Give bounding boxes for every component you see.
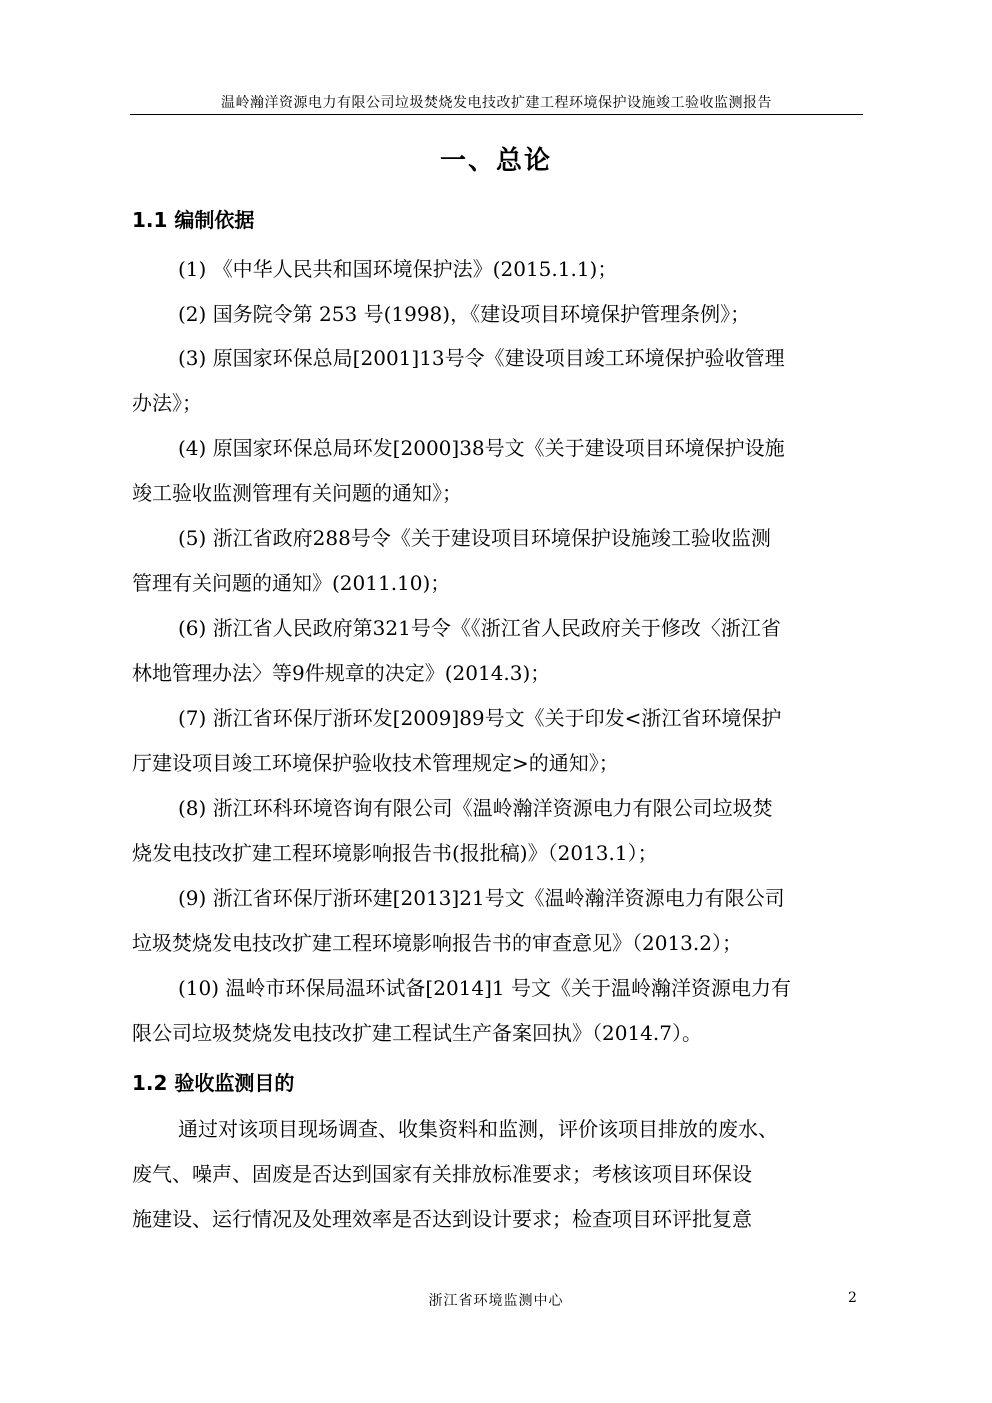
- paragraph-line: 林地管理办法〉等9件规章的决定》(2014.3)；: [132, 661, 551, 685]
- paragraph-line: 办法》；: [132, 391, 202, 415]
- paragraph-line: 限公司垃圾焚烧发电技改扩建工程试生产备案回执》（2014.7）。: [132, 1021, 702, 1045]
- paragraph-line: (10) 温岭市环保局温环试备[2014]1 号文《关于温岭瀚洋资源电力有: [178, 976, 791, 1000]
- paragraph-line: 施建设、运行情况及处理效率是否达到设计要求；检查项目环评批复意: [132, 1207, 752, 1231]
- paragraph-line: (3) 原国家环保总局[2001]13号令《建设项目竣工环境保护验收管理: [178, 346, 785, 370]
- paragraph-line: (1) 《中华人民共和国环境保护法》(2015.1.1)；: [178, 257, 618, 281]
- paragraph-line: (6) 浙江省人民政府第321号令《《浙江省人民政府关于修改〈浙江省: [178, 616, 781, 640]
- paragraph-line: 管理有关问题的通知》(2011.10)；: [132, 571, 451, 595]
- paragraph-line: 厅建设项目竣工环境保护验收技术管理规定>的通知》；: [132, 751, 619, 775]
- section-title-1-2: 1.2 验收监测目的: [132, 1071, 295, 1095]
- footer-org: 浙江省环境监测中心: [428, 1293, 564, 1309]
- paragraph-line: 废气、噪声、固废是否达到国家有关排放标准要求；考核该项目环保设: [132, 1162, 752, 1186]
- paragraph-line: (2) 国务院令第 253 号(1998)，《建设项目环境保护管理条例》；: [178, 302, 751, 326]
- paragraph-line: 烧发电技改扩建工程环境影响报告书(报批稿)》（2013.1）；: [132, 841, 658, 865]
- paragraph-line: 竣工验收监测管理有关问题的通知》；: [132, 481, 462, 505]
- page-number: 2: [848, 1290, 857, 1306]
- paragraph-line: (4) 原国家环保总局环发[2000]38号文《关于建设项目环境保护设施: [178, 436, 785, 460]
- paragraph-line: 垃圾焚烧发电技改扩建工程环境影响报告书的审查意见》（2013.2）；: [132, 931, 742, 955]
- header-rule: [130, 114, 863, 115]
- paragraph-line: (5) 浙江省政府288号令《关于建设项目环境保护设施竣工验收监测: [178, 526, 771, 550]
- paragraph-line: (9) 浙江省环保厅浙环建[2013]21号文《温岭瀚洋资源电力有限公司: [178, 886, 785, 910]
- chapter-title: 一、总论: [439, 146, 552, 176]
- running-header: 温岭瀚洋资源电力有限公司垃圾焚烧发电技改扩建工程环境保护设施竣工验收监测报告: [221, 95, 772, 111]
- paragraph-line: (8) 浙江环科环境咨询有限公司《温岭瀚洋资源电力有限公司垃圾焚: [178, 796, 773, 820]
- paragraph-line: 通过对该项目现场调查、收集资料和监测，评价该项目排放的废水、: [178, 1117, 778, 1141]
- paragraph-line: (7) 浙江省环保厅浙环发[2009]89号文《关于印发<浙江省环境保护: [178, 706, 782, 730]
- section-title-1-1: 1.1 编制依据: [132, 208, 255, 232]
